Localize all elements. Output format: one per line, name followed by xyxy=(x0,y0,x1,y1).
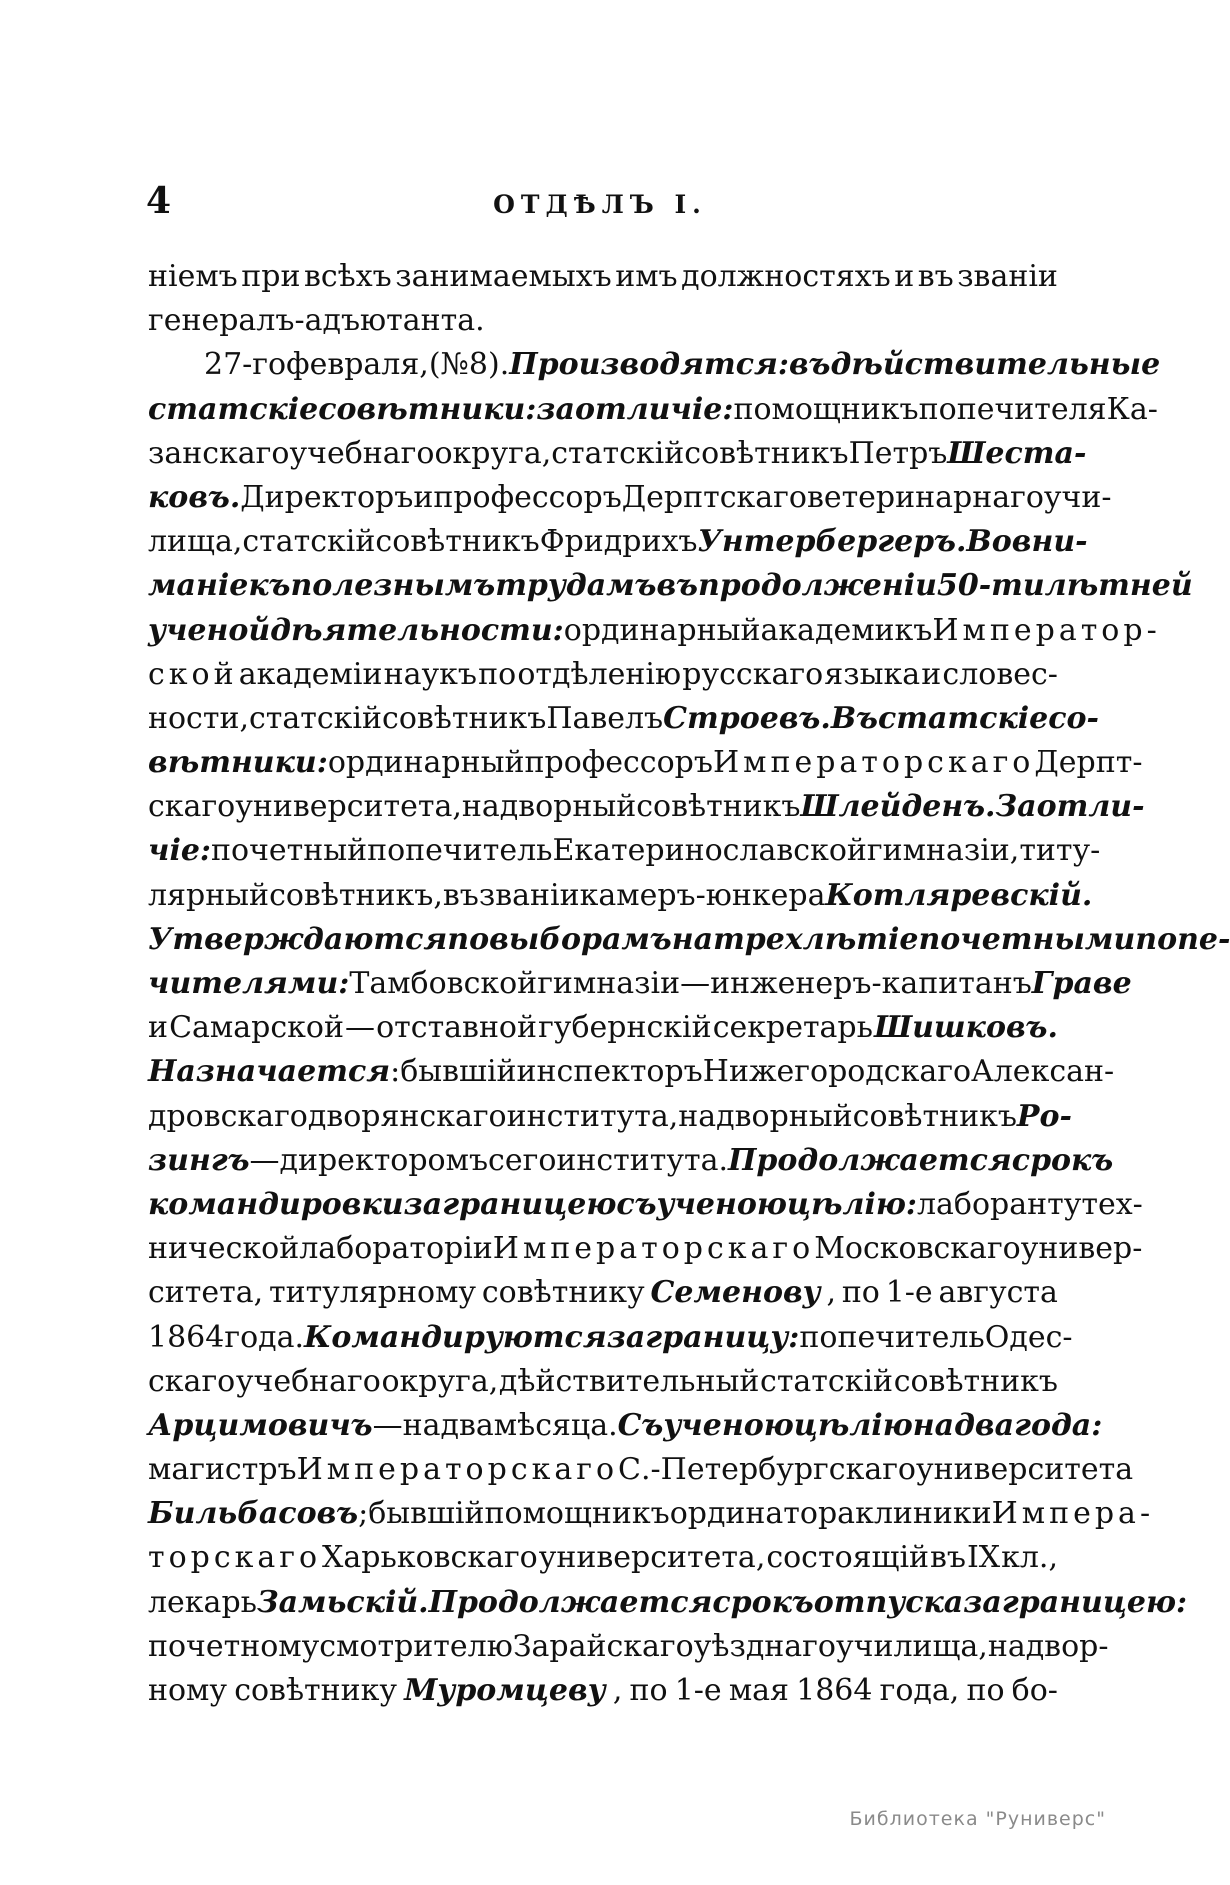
word: лѣтней xyxy=(1044,568,1193,604)
word: въ xyxy=(917,259,954,294)
word: полезнымъ xyxy=(290,568,496,604)
text-line xyxy=(148,829,1101,873)
word: учи- xyxy=(1043,479,1112,515)
word: , xyxy=(612,1673,623,1708)
word: по xyxy=(447,921,490,957)
word: занскаго xyxy=(148,435,290,471)
word: Замьскій. xyxy=(256,1584,429,1620)
word: ской xyxy=(148,656,238,692)
word: Тамбовской xyxy=(349,966,538,1001)
text-line xyxy=(148,697,1099,741)
text-line xyxy=(148,741,1143,785)
word: зингъ xyxy=(148,1142,250,1178)
word: совѣтнику xyxy=(481,1275,645,1311)
word: Арцимовичъ xyxy=(148,1407,373,1443)
word: года. xyxy=(224,1319,305,1355)
word: С.-Петербургскаго xyxy=(618,1452,916,1488)
word: ординарный xyxy=(563,612,761,648)
word: Екатеринославской xyxy=(552,833,867,869)
word: года, xyxy=(879,1673,960,1708)
word: института, xyxy=(506,1098,679,1134)
word: вни- xyxy=(1011,524,1088,560)
word: Котляревскій. xyxy=(825,877,1093,913)
word: совѣтникъ, xyxy=(269,877,443,913)
word: совѣтникъ xyxy=(382,700,547,736)
word: кл., xyxy=(1001,1540,1058,1576)
word: съ xyxy=(616,1186,657,1222)
text-line xyxy=(148,1360,1058,1404)
word: дворянскаго xyxy=(307,1098,507,1134)
word: на xyxy=(912,1407,955,1443)
word: языка xyxy=(824,656,921,692)
word: клиники xyxy=(855,1496,992,1532)
word: командировки xyxy=(148,1186,404,1222)
word: округа, xyxy=(381,1363,499,1399)
word: два xyxy=(954,1407,1015,1443)
word: инженеръ-капитанъ xyxy=(710,966,1032,1001)
text-line xyxy=(148,785,1145,829)
word: наукъ xyxy=(383,656,477,692)
word: — xyxy=(680,966,711,1001)
word: границею: xyxy=(1001,1584,1188,1620)
word: Дерптскаго xyxy=(621,479,807,515)
word: 27-го xyxy=(204,347,287,383)
text-line xyxy=(148,564,1193,608)
word: званіи xyxy=(957,259,1058,294)
text-line xyxy=(148,874,1093,918)
word: два xyxy=(440,1407,494,1443)
word: дѣйствительный xyxy=(498,1363,760,1399)
word: лища, xyxy=(148,524,243,560)
word: : xyxy=(390,1054,401,1090)
word: и xyxy=(894,259,915,294)
word: имъ xyxy=(615,259,678,294)
text-line xyxy=(148,609,1161,653)
word: Унтербергеръ. xyxy=(697,524,967,560)
word: званіи xyxy=(478,877,580,913)
word: округа, xyxy=(434,435,552,471)
text-line xyxy=(148,962,1132,1006)
word: торскаго xyxy=(148,1540,322,1576)
word: статскій xyxy=(760,1363,894,1399)
word: при xyxy=(241,259,301,294)
word: Съ xyxy=(617,1407,664,1443)
word: Павелъ xyxy=(546,700,664,736)
word: границу: xyxy=(645,1319,800,1355)
word: совѣтникъ xyxy=(893,1363,1058,1399)
word: скаго xyxy=(148,1363,236,1399)
text-line xyxy=(148,299,1058,343)
word: словес- xyxy=(942,656,1058,692)
word: учебнаго xyxy=(235,1363,381,1399)
word: выборамъ xyxy=(489,921,672,957)
word: 1864 xyxy=(796,1673,873,1708)
word: ученою xyxy=(663,1407,794,1443)
word: профессоръ xyxy=(524,745,713,781)
text-line xyxy=(148,476,1112,520)
word: лаборанту xyxy=(916,1186,1082,1222)
word: отставной xyxy=(376,1010,537,1046)
word: занимаемыхъ xyxy=(395,259,612,294)
text-line xyxy=(148,520,1088,564)
word: продолженіи xyxy=(698,568,937,604)
word: по xyxy=(966,1673,1005,1708)
text-line xyxy=(148,1271,1058,1315)
word: академіи xyxy=(238,656,383,692)
word: Строевъ. xyxy=(663,700,831,736)
word: Граве xyxy=(1031,966,1132,1001)
word: совѣтникъ xyxy=(375,524,540,560)
word: директоромъ xyxy=(279,1142,489,1178)
word: статскій xyxy=(249,700,383,736)
word: совѣтникъ xyxy=(852,1098,1017,1134)
word: статскіе xyxy=(148,391,319,427)
text-line xyxy=(148,1625,1109,1669)
word: трехлѣтіе xyxy=(713,921,919,957)
word: За xyxy=(995,789,1037,825)
page-number: 4 xyxy=(146,180,172,222)
word: Въ xyxy=(830,700,878,736)
word: Ка- xyxy=(1106,391,1158,427)
word: академикъ xyxy=(760,612,933,648)
word: статскій xyxy=(551,435,685,471)
word: совѣтникъ xyxy=(684,435,849,471)
word: губернскій xyxy=(538,1010,712,1046)
word: Во xyxy=(966,524,1012,560)
word: ординарный xyxy=(327,745,525,781)
word: дровскаго xyxy=(148,1098,308,1134)
word: за xyxy=(606,1319,646,1355)
word: Назначается xyxy=(148,1054,391,1090)
word: инспекторъ xyxy=(516,1054,703,1090)
word: Императорскаго xyxy=(492,1231,815,1267)
word: срокъ xyxy=(712,1584,814,1620)
word: совѣтники: xyxy=(318,391,537,427)
word: русскаго xyxy=(682,656,824,692)
word: — xyxy=(249,1142,280,1178)
word: дѣятельности: xyxy=(270,612,564,648)
word: и xyxy=(148,1010,168,1046)
word: года: xyxy=(1014,1407,1103,1443)
text-line xyxy=(148,1404,1103,1448)
word: августа xyxy=(938,1275,1058,1311)
word: Командируются xyxy=(304,1319,607,1355)
text-line xyxy=(148,432,1087,476)
word: ности, xyxy=(148,700,249,736)
word: бо- xyxy=(1011,1673,1058,1708)
word: камеръ-юнкера xyxy=(579,877,826,913)
word: февраля, xyxy=(286,347,429,383)
text-line xyxy=(148,1492,1155,1536)
word: ковъ. xyxy=(148,479,241,515)
word: надворный xyxy=(461,789,637,825)
word: попе- xyxy=(1135,921,1230,957)
word: совѣтнику xyxy=(234,1673,398,1708)
word: тех- xyxy=(1081,1186,1143,1222)
text-line xyxy=(148,1581,1188,1625)
word: Семенову xyxy=(650,1275,821,1311)
word: со- xyxy=(1048,700,1099,736)
word: дѣйствительные xyxy=(830,347,1161,383)
word: университета, xyxy=(235,789,462,825)
word: ; xyxy=(358,1496,369,1532)
word: 1-е xyxy=(885,1275,933,1311)
word: Дерпт- xyxy=(1034,745,1143,781)
word: Одес- xyxy=(984,1319,1073,1355)
word: университета xyxy=(916,1452,1134,1488)
word: Продолжается xyxy=(728,1142,1012,1178)
word: скаго xyxy=(148,789,236,825)
word: по xyxy=(629,1673,668,1708)
word: трудамъ xyxy=(495,568,657,604)
word: училища, xyxy=(835,1628,988,1664)
word: 8). xyxy=(468,347,510,383)
text-line xyxy=(148,1183,1143,1227)
word: учебнаго xyxy=(289,435,435,471)
word: по xyxy=(841,1275,880,1311)
word: маніе xyxy=(148,568,249,604)
word: Ро- xyxy=(1016,1098,1072,1134)
text-line xyxy=(148,1316,1073,1360)
word: Продолжается xyxy=(428,1584,713,1620)
word: чіе: xyxy=(148,833,212,869)
word: сего xyxy=(488,1142,557,1178)
word: ветеринарнаго xyxy=(806,479,1044,515)
word: срокъ xyxy=(1011,1142,1114,1178)
word: мѣсяца. xyxy=(493,1407,618,1443)
word: въ xyxy=(788,347,831,383)
text-line xyxy=(148,255,1058,299)
word: бывшій xyxy=(400,1054,517,1090)
word: титулярному xyxy=(268,1275,477,1311)
word: института. xyxy=(556,1142,729,1178)
word: помощникъ xyxy=(733,391,919,427)
word: за xyxy=(403,1186,443,1222)
word: отли- xyxy=(1036,789,1145,825)
word: университета, xyxy=(538,1540,766,1576)
word: чителями: xyxy=(148,966,350,1001)
word: отличіе: xyxy=(574,391,734,427)
word: попечителя xyxy=(918,391,1107,427)
word: ученою xyxy=(656,1186,787,1222)
word: мая xyxy=(728,1673,789,1708)
word: Фридрихъ xyxy=(539,524,698,560)
word: гимназіи xyxy=(537,966,681,1001)
word: Импера- xyxy=(991,1496,1155,1532)
text-line xyxy=(148,1227,1143,1271)
word: цѣлію xyxy=(793,1407,913,1443)
text-line xyxy=(148,1050,1115,1094)
word: Бильбасовъ xyxy=(148,1496,359,1532)
word: почетный xyxy=(211,833,368,869)
word: попечитель xyxy=(799,1319,985,1355)
text-line xyxy=(148,653,1058,697)
word: должностяхъ xyxy=(681,259,891,294)
word: Шеста- xyxy=(947,435,1087,471)
word: ученой xyxy=(148,612,271,648)
word: гимназіи, xyxy=(866,833,1020,869)
word: на xyxy=(671,921,714,957)
word: универ- xyxy=(1020,1231,1143,1267)
word: совѣтникъ xyxy=(636,789,801,825)
word: Муромцеву xyxy=(404,1673,606,1708)
word: магистръ xyxy=(148,1452,297,1488)
word: Петръ xyxy=(848,435,948,471)
word: лярный xyxy=(148,877,270,913)
word: состоящій xyxy=(766,1540,930,1576)
text-line xyxy=(148,1095,1072,1139)
word: Зарайскаго xyxy=(512,1628,694,1664)
word: ному xyxy=(148,1673,228,1708)
word: секретарь xyxy=(712,1010,873,1046)
word: лабораторіи xyxy=(299,1231,493,1267)
word: смотрителю xyxy=(319,1628,513,1664)
text-line xyxy=(148,1536,1058,1580)
word: уѣзднаго xyxy=(693,1628,836,1664)
word: за xyxy=(963,1584,1002,1620)
word: попечитель xyxy=(367,833,553,869)
word: Императорскаго xyxy=(296,1452,619,1488)
body-text xyxy=(148,255,1230,1713)
word: за xyxy=(536,391,575,427)
word: Утверждаются xyxy=(148,921,448,957)
word: Император- xyxy=(932,612,1161,648)
word: Шлейденъ. xyxy=(800,789,996,825)
word: Алексан- xyxy=(971,1054,1115,1090)
text-line xyxy=(148,1448,1134,1492)
word: отпуска xyxy=(813,1584,964,1620)
word: 50-ти xyxy=(936,568,1045,604)
word: Императорскаго xyxy=(712,745,1035,781)
word: — xyxy=(372,1407,403,1443)
word: и xyxy=(921,656,942,692)
word: 1-е xyxy=(674,1673,722,1708)
word: Нижегородскаго xyxy=(702,1054,972,1090)
word: IX xyxy=(966,1540,1001,1576)
text-line xyxy=(148,1669,1058,1713)
word: и xyxy=(413,479,434,515)
word: всѣхъ xyxy=(303,259,392,294)
text-line xyxy=(148,918,1230,962)
word: 1864 xyxy=(148,1319,225,1355)
word: , xyxy=(826,1275,836,1311)
word: бывшій xyxy=(368,1496,485,1532)
word: помощникъ xyxy=(484,1496,670,1532)
word: на xyxy=(402,1407,441,1443)
word: — xyxy=(345,1010,376,1046)
text-line xyxy=(148,388,1158,432)
word: въ xyxy=(442,877,479,913)
text-line xyxy=(148,343,1161,387)
word: генералъ-адъютанта. xyxy=(148,303,485,339)
word: статскій xyxy=(242,524,376,560)
word: по xyxy=(478,656,517,692)
word: статскіе xyxy=(877,700,1049,736)
text-line xyxy=(148,1006,1058,1050)
word: къ xyxy=(248,568,291,604)
word: въ xyxy=(656,568,698,604)
word: отдѣленію xyxy=(517,656,682,692)
word: нической xyxy=(148,1231,300,1267)
word: въ xyxy=(930,1540,966,1576)
word: ординатора xyxy=(669,1496,856,1532)
word: границею xyxy=(442,1186,617,1222)
word: Производятся: xyxy=(509,347,789,383)
word: надвор- xyxy=(987,1628,1109,1664)
word: профессоръ xyxy=(433,479,622,515)
word: титу- xyxy=(1019,833,1101,869)
word: ніемъ xyxy=(148,259,238,294)
running-title: ОТДѢЛЪ I. xyxy=(493,190,707,219)
word: ситета, xyxy=(148,1275,264,1311)
word: надворный xyxy=(678,1098,853,1134)
word: цѣлію: xyxy=(786,1186,917,1222)
word: Харьковскаго xyxy=(322,1540,538,1576)
word: (№ xyxy=(428,347,469,383)
word: Московскаго xyxy=(814,1231,1021,1267)
word: Самарской xyxy=(169,1010,344,1046)
library-stamp: Библиотека "Руниверс" xyxy=(849,1808,1106,1830)
word: вѣтники: xyxy=(148,745,328,781)
word: Шишковъ. xyxy=(874,1010,1058,1046)
word: Директоръ xyxy=(240,479,414,515)
text-line xyxy=(148,1139,1114,1183)
word: почетными xyxy=(918,921,1136,957)
word: почетному xyxy=(148,1628,320,1664)
word: лекарь xyxy=(148,1584,257,1620)
